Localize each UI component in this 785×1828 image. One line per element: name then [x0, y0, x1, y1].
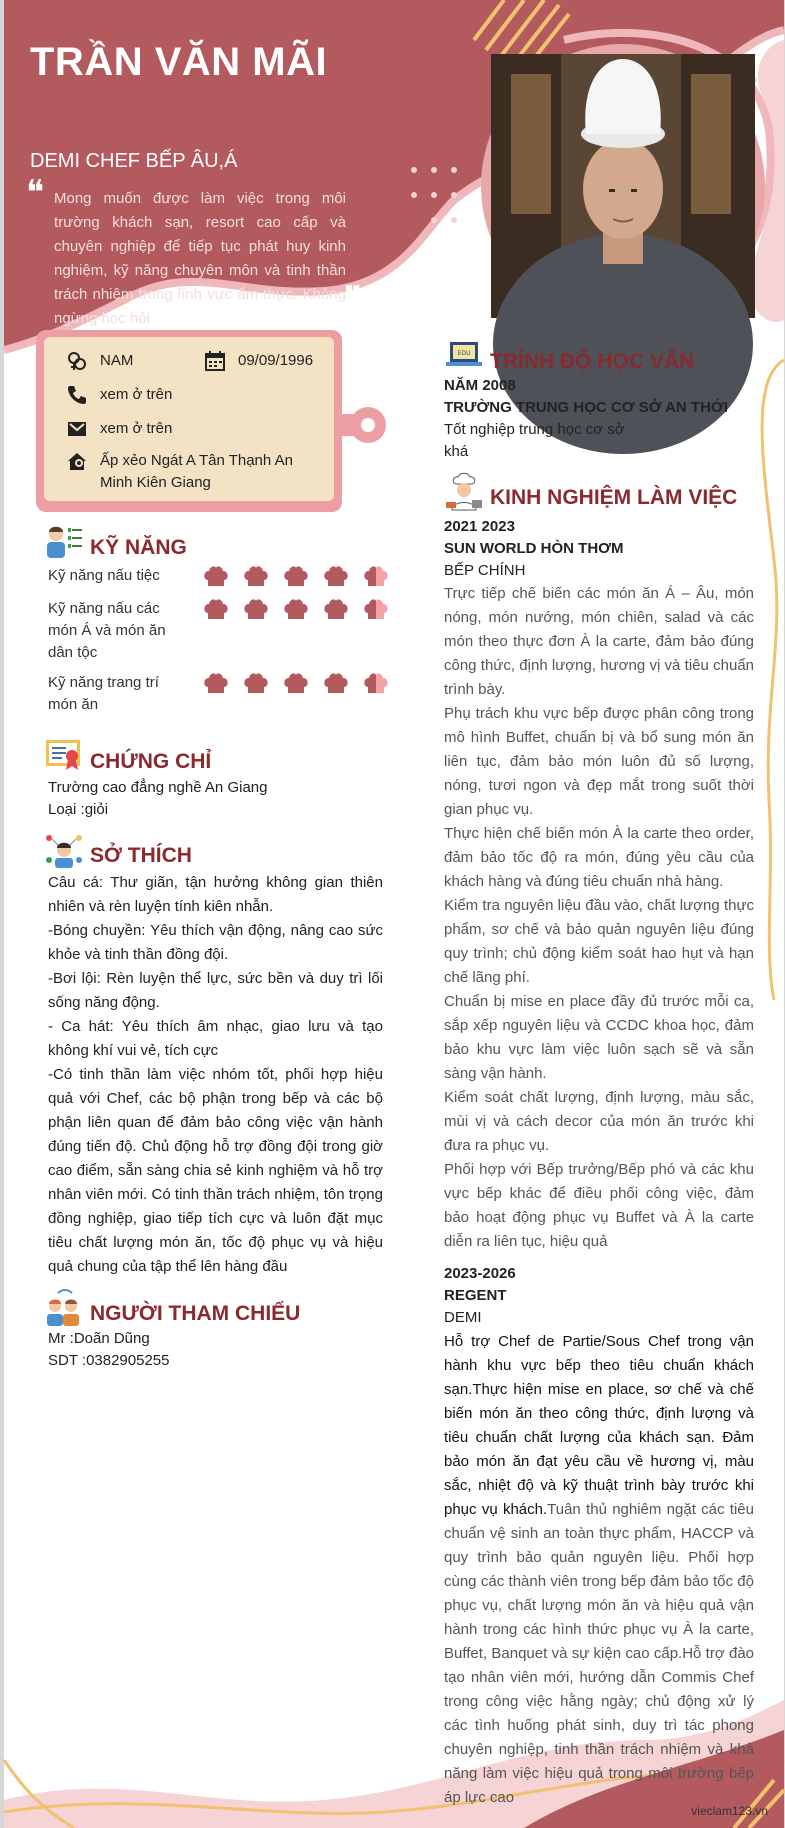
chef-hat-rating-icon	[363, 565, 389, 587]
phone-row	[66, 384, 172, 406]
birthday-row	[204, 350, 313, 372]
education-school: TRƯỜNG TRUNG HỌC CƠ SỞ AN THỚI	[444, 399, 728, 416]
experience-title: KINH NGHIỆM LÀM VIỆC	[490, 486, 738, 509]
chef-hat-rating-icon	[243, 565, 269, 587]
hobby-paragraph: -Có tinh thần làm việc nhóm tốt, phối hợp hiệu quả với Chef, các bộ phận trong bếp và các bộ phận liên quan để đảm bảo công việc vận hành đúng tiến độ. Chủ động hỗ trợ đồng đội trong giờ cao điểm, sẵn sàng chia sẻ kinh nghiệm và hỗ trợ nhân viên mới. Có tinh thần trách nhiệm, tôn trọng đồng nghiệp, giao tiếp tích cực và luôn đặt mục tiêu chất lượng món ăn, tốc độ phục vụ và hiệu quả chung của tập thể lên hàng đầu	[48, 1066, 383, 1275]
footer-brand[interactable]: vieclam123.vn	[691, 1804, 768, 1818]
calendar-icon	[204, 350, 226, 372]
certificates-header	[44, 736, 211, 774]
job1-company: SUN WORLD HÒN THƠM	[444, 540, 624, 557]
chef-hat-rating-icon	[363, 672, 389, 694]
skill-name: Kỹ năng nấu tiệc	[48, 567, 160, 584]
chef-hat-rating-icon	[323, 598, 349, 620]
hobby-paragraph: - Ca hát: Yêu thích âm nhạc, giao lưu và tạo không khí vui vẻ, tích cực	[48, 1018, 383, 1059]
job1-period: 2021 2023	[444, 518, 515, 535]
hobby-paragraph: Câu cá: Thư giãn, tận hưởng không gian thiên nhiên và rèn luyện tính kiên nhẫn.	[48, 874, 383, 915]
email-row	[66, 418, 172, 440]
job1-position: BẾP CHÍNH	[444, 562, 526, 579]
job-title: DEMI CHEF BẾP ÂU,Á	[30, 150, 238, 172]
home-location-icon	[66, 450, 88, 472]
svg-text:EDU: EDU	[457, 350, 471, 357]
job1-paragraph: Phụ trách khu vực bếp được phân công trong mô hình Buffet, chuẩn bị và bổ sung món ăn liên tục, đảm bảo món luôn đủ số lượng, nóng, tươi ngon và đẹp mắt trong suốt thời gian phục vụ.	[444, 705, 754, 818]
job2-description	[444, 1330, 754, 1810]
birthday-value: 09/09/1996	[238, 352, 314, 369]
chef-hat-rating-icon	[203, 672, 229, 694]
certificates-title: CHỨNG CHỈ	[90, 750, 212, 773]
certificate-grade: Loại :giỏi	[48, 801, 109, 818]
chef-hat-rating-icon	[323, 565, 349, 587]
education-degree: Tốt nghiệp trung học cơ sở	[444, 421, 625, 438]
address-row	[66, 450, 326, 494]
quote-open-icon: ❝	[26, 173, 45, 213]
job1-description	[444, 582, 754, 1254]
references-title: NGƯỜI THAM CHIẾU	[90, 1302, 301, 1325]
education-title: TRÌNH ĐỘ HỌC VẤN	[490, 350, 695, 373]
job1-paragraph: Kiểm tra nguyên liệu đầu vào, chất lượng thực phẩm, sơ chế và bảo quản nguyên liệu đúng quy trình; chủ động kiểm soát hao hụt và hạn chế lãng phí.	[444, 897, 754, 986]
job2-position: DEMI	[444, 1309, 482, 1326]
skill-rating	[203, 672, 389, 694]
chef-hat-rating-icon	[283, 672, 309, 694]
phone-icon	[66, 384, 88, 406]
references-people-icon	[44, 1288, 84, 1326]
gender-value: NAM	[100, 352, 134, 369]
hobbies-person-icon	[44, 830, 84, 868]
reference-name: Mr :Doãn Dũng	[48, 1330, 150, 1347]
quote-close-icon: ❞	[344, 279, 363, 319]
candidate-name: TRẦN VĂN MÃI	[30, 40, 328, 84]
education-grade: khá	[444, 443, 469, 460]
hobby-paragraph: -Bóng chuyền: Yêu thích vận động, nâng cao sức khỏe và tinh thần đồng đội.	[48, 922, 383, 963]
gender-icon	[66, 350, 88, 372]
certificate-icon	[44, 736, 84, 774]
job2-description-rest: Tuân thủ nghiêm ngặt các tiêu chuẩn vệ sinh an toàn thực phẩm, HACCP và quy trình bảo quản nguyên liệu. Phối hợp cùng các thành viên trong bếp đảm bảo tốc độ phục vụ, chất lượng món ăn và hiệu quả vận hành trong các hình thức phục vụ À la carte, Buffet, Banquet và sự kiện cao cấp.Hỗ trợ đào tạo nhân viên mới, hướng dẫn Commis Chef trong công việc hằng ngày; chủ động xử lý các tình huống phát sinh, duy trì tác phong chuyên nghiệp, tinh thần trách nhiệm và khả năng làm việc hiệu quả trong môi trường bếp áp lực cao	[444, 1501, 754, 1806]
job1-paragraph: Phối hợp với Bếp trưởng/Bếp phó và các khu vực bếp khác để điều phối công việc, đảm bảo hoạt động phục vụ Buffet và À la carte diễn ra liên tục, hiệu quả	[444, 1161, 754, 1250]
chef-icon	[444, 472, 484, 510]
hobbies-title: SỞ THÍCH	[90, 844, 192, 867]
skills-title: KỸ NĂNG	[90, 536, 187, 559]
skill-rating	[203, 598, 389, 620]
job1-paragraph: Chuẩn bị mise en place đầy đủ trước mỗi ca, sắp xếp nguyên liệu và CCDC khoa học, đảm bảo khu vực làm việc luôn sạch sẽ và sẵn sàng vận hành.	[444, 993, 754, 1082]
job2-description-main: Hỗ trợ Chef de Partie/Sous Chef trong vận hành khu vực bếp theo tiêu chuẩn khách sạn.Thực hiện mise en place, sơ chế và chế biến món ăn theo công thức, định lượng và tiêu chuẩn chất lượng của khách sạn. Đảm bảo món ăn đạt yêu cầu về hương vị, màu sắc, nhiệt độ và kỹ thuật trình bày trước khi phục vụ khách.	[444, 1333, 754, 1518]
chef-hat-rating-icon	[243, 672, 269, 694]
job2-company: REGENT	[444, 1287, 507, 1304]
chef-hat-rating-icon	[363, 598, 389, 620]
experience-header	[444, 472, 737, 510]
job2-period: 2023-2026	[444, 1265, 516, 1282]
certificate-school: Trường cao đẳng nghề An Giang	[48, 779, 268, 796]
email-value: xem ở trên	[100, 420, 173, 437]
email-icon	[66, 418, 88, 440]
chef-hat-rating-icon	[203, 598, 229, 620]
references-header	[44, 1288, 300, 1326]
address-value: Ấp xẻo Ngát A Tân Thạnh An Minh Kiên Giang	[100, 452, 293, 491]
skill-name: Kỹ năng trang trí món ăn	[48, 674, 159, 713]
skills-person-icon	[44, 522, 84, 560]
hobbies-text	[48, 871, 383, 1279]
skills-header	[44, 522, 187, 560]
career-objective: Mong muốn được làm việc trong môi trường khách sạn, resort cao cấp và chuyên nghiệp để tiếp tục phát huy kinh nghiệm, kỹ năng chuyên môn và tinh thần trách nhiệm trong lĩnh vực ẩm thực. Không ngừng học hỏi	[54, 190, 346, 327]
job1-paragraph: Thực hiện chế biến món À la carte theo order, đảm bảo tốc độ ra món, đúng yêu cầu của khách hàng và đúng tiêu chuẩn nhà hàng.	[444, 825, 754, 890]
reference-phone: SDT :0382905255	[48, 1352, 170, 1369]
chef-hat-rating-icon	[283, 598, 309, 620]
avatar	[491, 54, 755, 318]
chef-hat-rating-icon	[203, 565, 229, 587]
gender-row	[66, 350, 133, 372]
chef-hat-rating-icon	[243, 598, 269, 620]
job1-paragraph: Trực tiếp chế biến các món ăn Á – Âu, món nóng, món nướng, món chiên, salad và các món theo thực đơn À la carte, đảm bảo đúng công thức, định lượng, hương vị và tiêu chuẩn trình bày.	[444, 585, 754, 698]
chef-hat-rating-icon	[283, 565, 309, 587]
education-year: NĂM 2008	[444, 377, 516, 394]
chef-hat-rating-icon	[323, 672, 349, 694]
laptop-icon	[444, 336, 484, 374]
skill-rating	[203, 565, 389, 587]
hobbies-header	[44, 830, 192, 868]
hobby-paragraph: -Bơi lội: Rèn luyện thể lực, sức bền và duy trì lối sống năng động.	[48, 970, 383, 1011]
skill-name: Kỹ năng nấu các món Á và món ăn dân tộc	[48, 600, 166, 661]
education-header	[444, 336, 694, 374]
job1-paragraph: Kiểm soát chất lượng, định lượng, màu sắc, mùi vị và cách decor của món ăn trước khi đưa ra phục vụ.	[444, 1089, 754, 1154]
phone-value: xem ở trên	[100, 386, 173, 403]
cv-page	[4, 0, 784, 1828]
